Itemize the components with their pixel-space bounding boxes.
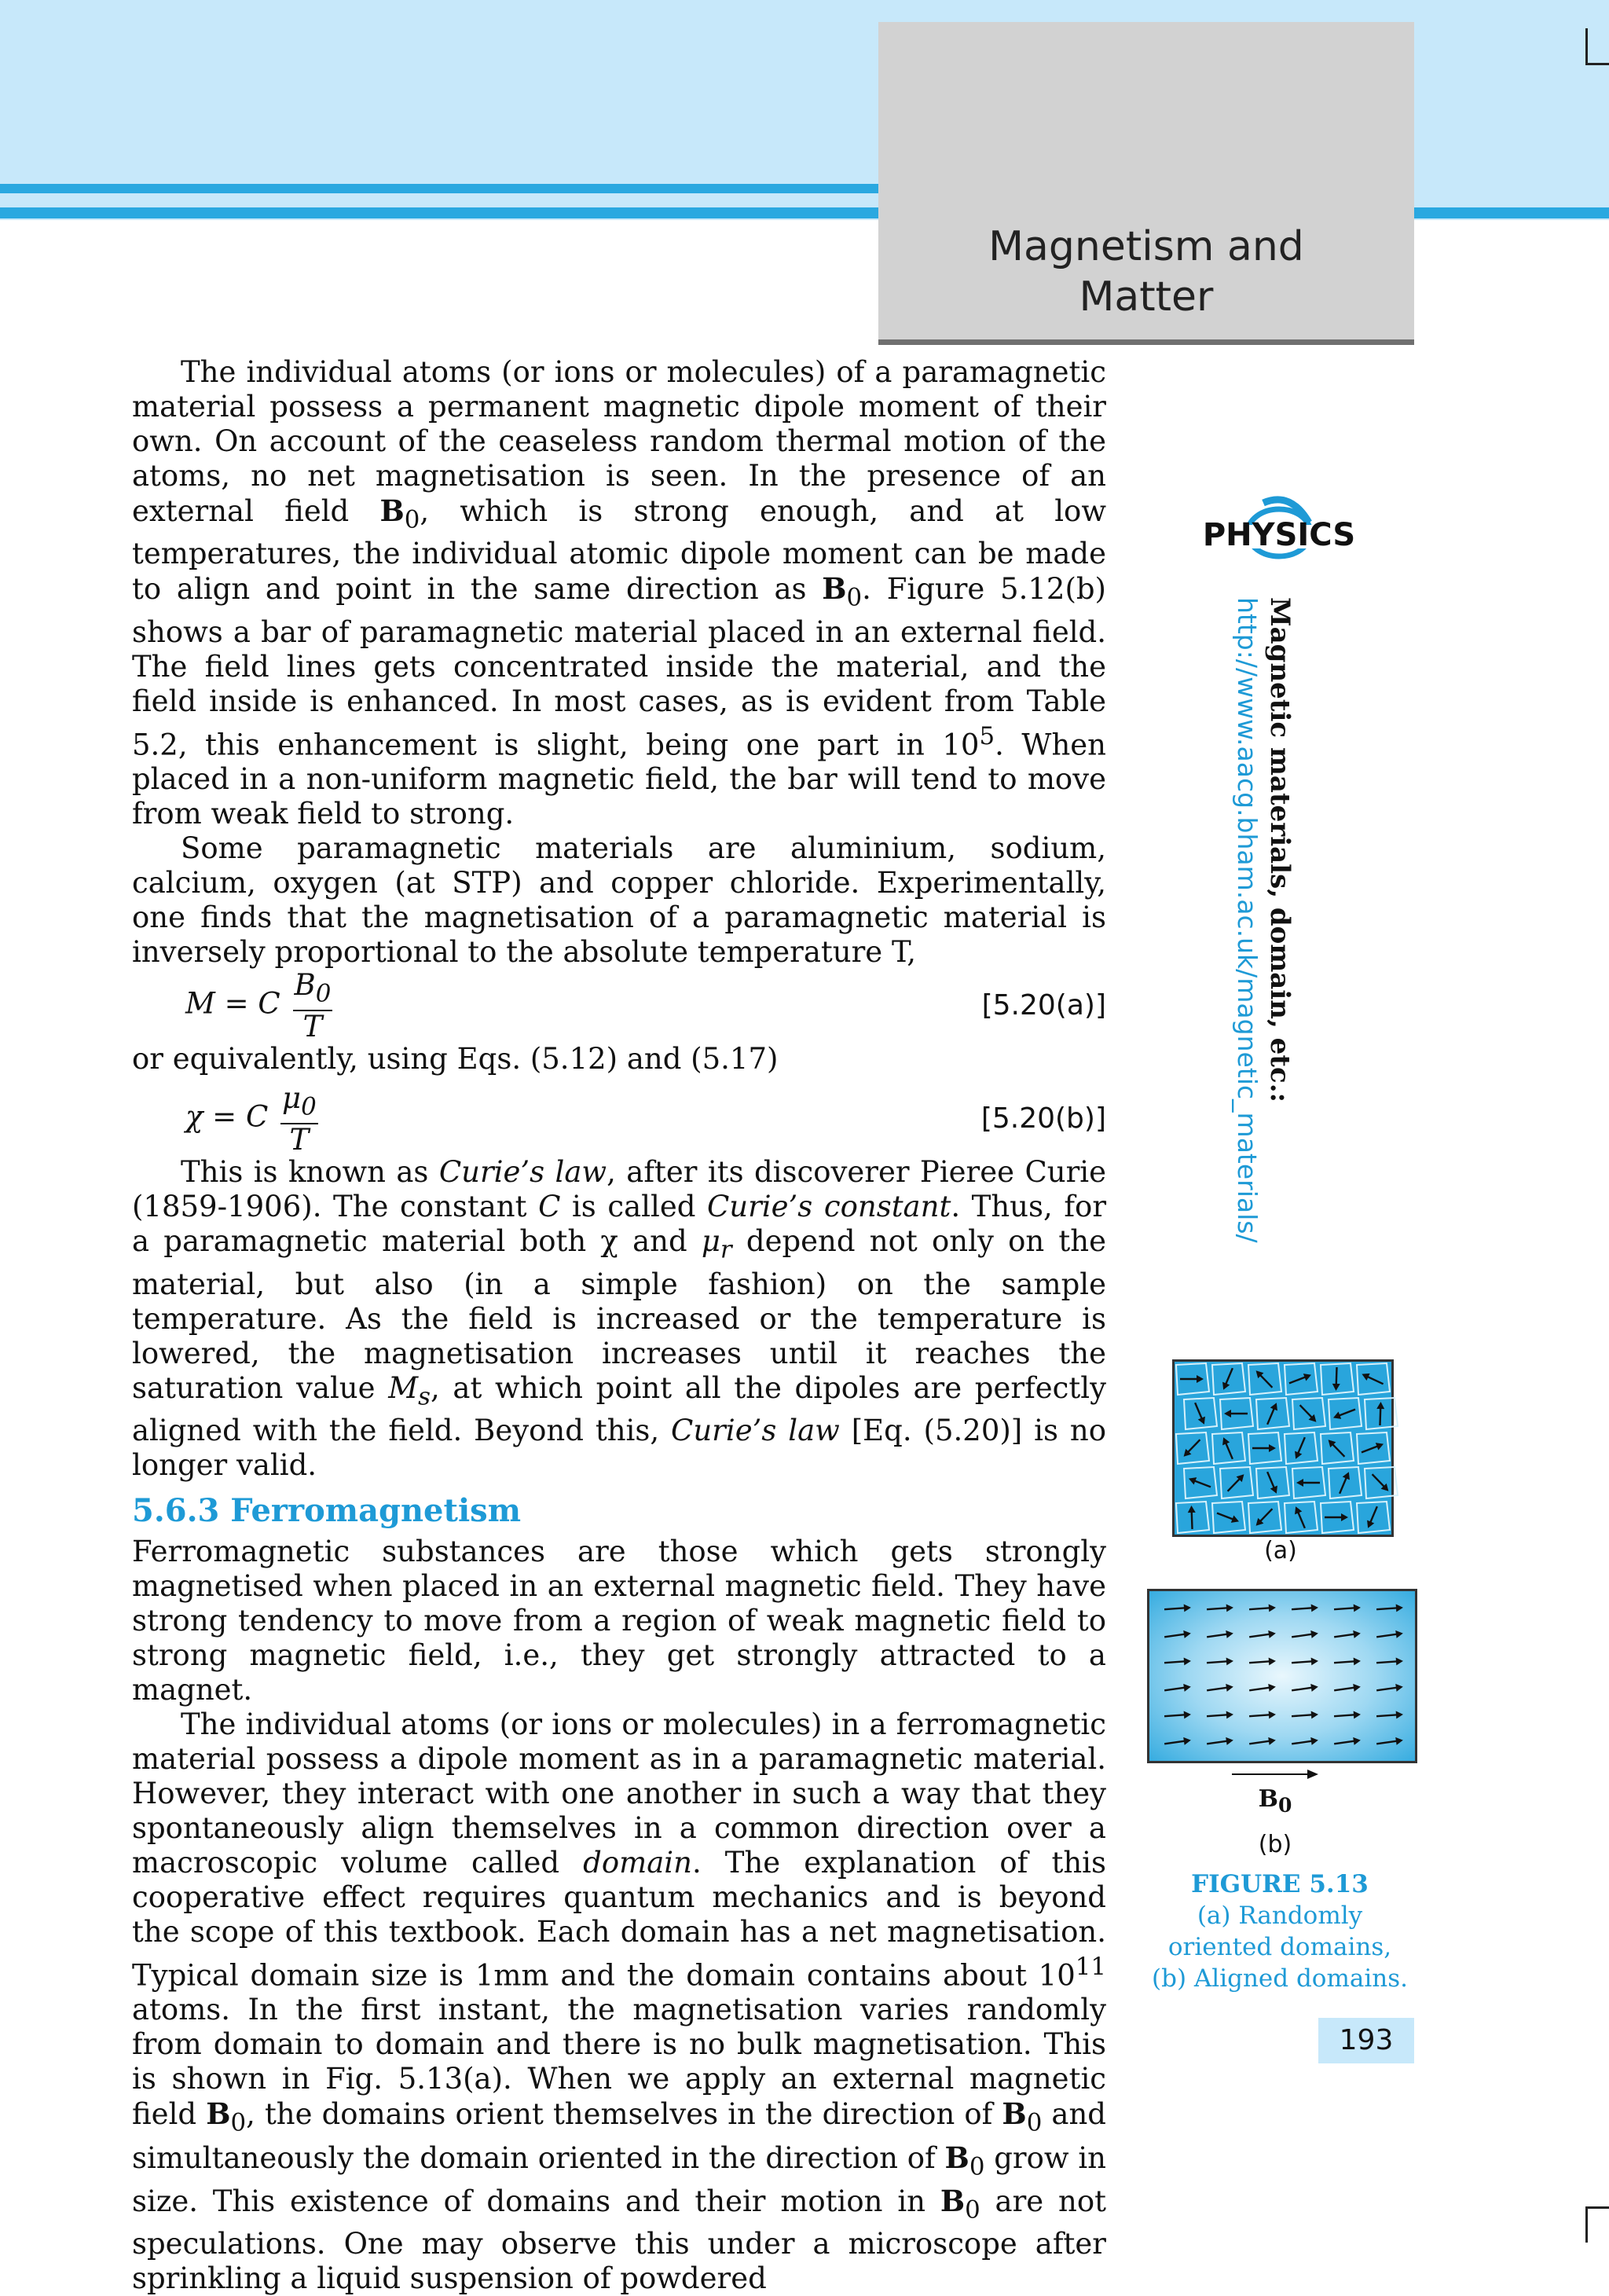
domain-arrow: [1248, 1683, 1276, 1695]
crop-mark: [1585, 28, 1588, 64]
domain-arrow: [1253, 1368, 1275, 1391]
equation-numerator: $B_0$: [293, 970, 333, 1010]
domain-arrow: [1207, 1711, 1234, 1720]
figure-label-b: (b): [1258, 1831, 1292, 1858]
domain-arrow: [1291, 1737, 1318, 1748]
equation-5-20b: [132, 1083, 1106, 1155]
domain-arrow: [1365, 1505, 1381, 1530]
domain-arrow: [1164, 1737, 1191, 1748]
domain-arrow: [1376, 1630, 1403, 1641]
equation-denominator: T: [289, 1122, 310, 1157]
equation-fraction: [280, 1083, 318, 1155]
figure-label-a: (a): [1264, 1537, 1297, 1564]
domain-arrow: [1207, 1604, 1234, 1613]
figure-aligned-domains: [1147, 1589, 1417, 1763]
domain-arrow: [1249, 1604, 1277, 1613]
figure-random-domains: [1172, 1359, 1394, 1537]
main-body: [132, 355, 1106, 2296]
page-number: 193: [1318, 2018, 1414, 2063]
domain-arrow: [1252, 1444, 1276, 1452]
crop-mark: [1585, 2206, 1609, 2209]
header-stripe: [0, 184, 880, 193]
domain-arrow: [1334, 1604, 1362, 1613]
domain-arrow: [1325, 1437, 1347, 1460]
domain-arrow: [1207, 1657, 1234, 1667]
domain-arrow: [1249, 1711, 1277, 1720]
paragraph-equivalently: or equivalently, using Eqs. (5.12) and (5.17): [132, 1042, 779, 1076]
figure-caption-line: (b) Aligned domains.: [1152, 1964, 1408, 1993]
domain-arrow: [1292, 1505, 1309, 1530]
paragraph-ferromagnetic-intro: Ferromagnetic substances are those which gets strongly magnetised when placed in an external magnetic field. They have strong tendency to move from a region of weak magnetic field to strong magnetic field, i.e., they get strongly attracted to a magnet.: [132, 1534, 1106, 1707]
logo-text: PHYSICS: [1202, 517, 1356, 553]
equation-lhs: χ = C: [185, 1099, 269, 1134]
domain-arrow: [1164, 1683, 1191, 1695]
domain-arrow: [1187, 1475, 1212, 1491]
sidebar-link-label: Magnetic materials, domain, etc.:: [1264, 597, 1296, 1103]
domain-arrow: [1376, 1711, 1404, 1720]
section-heading: 5.6.3 Ferromagnetism: [132, 1491, 522, 1529]
domain-arrow: [1264, 1401, 1281, 1426]
domain-arrow: [1334, 1657, 1362, 1667]
figure-caption-line: (a) Randomly: [1197, 1902, 1363, 1930]
domain-arrow: [1334, 1711, 1362, 1720]
domain-arrow: [1164, 1604, 1192, 1613]
domain-arrow: [1180, 1375, 1204, 1383]
paragraph-paramagnetic-examples: Some paramagnetic materials are aluminium, sodium, calcium, oxygen (at STP) and copper chloride. Experimentally, one finds that the magnetisation of a paramagnetic material is inversely proportional to the absolute temperature T,: [132, 831, 1106, 970]
random-domains-drawing: [1175, 1362, 1391, 1535]
equation-lhs: M = C: [185, 986, 280, 1021]
sidebar-resource: [1230, 597, 1296, 1243]
domain-arrow: [1336, 1470, 1353, 1495]
domain-arrow: [1215, 1509, 1241, 1525]
field-arrow-icon: [1232, 1766, 1318, 1782]
paragraph-curie-law: This is known as Curie’s law, after its discoverer Pieree Curie (1859-1906). The constant C is called Curie’s constant. Thus, for a paramagnetic material both χ and $\mu_r$ depend not only on the material, but also (in a simple fashion) on the sample temperature. As the field is increased or the temperature is lowered, the magnetisation increases until it reaches the saturation value $M_s$, at which point all the dipoles are perfectly aligned with the field. Beyond this, Curie’s law [Eq. (5.20)] is no longer valid.: [132, 1155, 1107, 1482]
domain-arrow: [1249, 1657, 1277, 1667]
sidebar-link-url[interactable]: http://www.aacg.bham.ac.uk/magnetic_materials/: [1232, 597, 1263, 1243]
domain-arrow: [1225, 1472, 1247, 1495]
domain-arrow: [1296, 1479, 1320, 1487]
domain-arrow: [1369, 1472, 1391, 1495]
figure-caption-line: oriented domains,: [1167, 1933, 1392, 1961]
domain-arrow: [1332, 1406, 1357, 1421]
domain-arrow: [1292, 1436, 1309, 1461]
domain-arrow: [1376, 1737, 1403, 1748]
domain-arrow: [1297, 1403, 1319, 1425]
domain-arrow: [1360, 1440, 1385, 1456]
domain-arrow: [1187, 1506, 1196, 1529]
domain-arrow: [1206, 1630, 1233, 1641]
equation-5-20a: [132, 970, 1106, 1042]
domain-arrow: [1264, 1470, 1281, 1495]
equation-number: [5.20(a)]: [981, 989, 1106, 1022]
domain-arrow: [1164, 1711, 1192, 1720]
domain-arrow: [1291, 1630, 1318, 1641]
figure-caption-title: FIGURE 5.13: [1191, 1870, 1369, 1898]
domain-arrow: [1206, 1737, 1233, 1748]
equation-denominator: T: [302, 1009, 323, 1043]
paragraph-paramagnetic-intro: The individual atoms (or ions or molecules) of a paramagnetic material possess a permanent magnetic dipole moment of their own. On account of the ceaseless random thermal motion of the atoms, no net magnetisation is seen. In the presence of an external field $B_0$, which is strong enough, and at low temperatures, the individual atomic dipole moment can be made to align and point in the same direction as $B_0$. Figure 5.12(b) shows a bar of paramagnetic material placed in an external field. The field lines gets concentrated inside the material, and the field inside is enhanced. In most cases, as is evident from Table 5.2, this enhancement is slight, being one part in $10^5$. When placed in a non-uniform magnetic field, the bar will tend to move from weak field to strong.: [132, 355, 1106, 831]
domain-arrow: [1192, 1401, 1208, 1426]
domain-arrow: [1292, 1711, 1319, 1720]
domain-arrow: [1224, 1410, 1248, 1418]
domain-arrow: [1253, 1506, 1275, 1529]
domain-arrow: [1333, 1630, 1361, 1641]
domain-arrow: [1164, 1630, 1191, 1641]
domain-arrow: [1181, 1437, 1203, 1460]
domain-arrow: [1332, 1367, 1340, 1391]
crop-mark: [1585, 2206, 1588, 2243]
paragraph-ferromagnetic-domains: The individual atoms (or ions or molecules) in a ferromagnetic material possess a dipole moment as in a paramagnetic material. However, they interact with one another in such a way that they spontaneously align themselves in a common direction over a macroscopic volume called domain. The explanation of this cooperative effect requires quantum mechanics and is beyond the scope of this textbook. Each domain has a net magnetisation. Typical domain size is 1mm and the domain contains about $10^{11}$ atoms. In the first instant, the magnetisation varies randomly from domain to domain and there is no bulk magnetisation. This is shown in Fig. 5.13(a). When we apply an external magnetic field $B_0$, the domains orient themselves in the direction of $B_0$ and simultaneously the domain oriented in the direction of $B_0$ grow in size. This existence of domains and their motion in $B_0$ are not speculations. One may observe this under a microscope after sprinkling a liquid suspension of powdered: [132, 1707, 1106, 2296]
figure-caption: [1138, 1869, 1422, 1994]
domain-arrow: [1248, 1737, 1276, 1748]
domain-arrow: [1333, 1683, 1361, 1695]
domain-arrow: [1220, 1366, 1237, 1392]
domain-arrow: [1376, 1683, 1403, 1695]
crop-mark: [1585, 63, 1609, 65]
equation-number: [5.20(b)]: [980, 1102, 1106, 1135]
domain-arrow: [1376, 1604, 1404, 1613]
domain-arrow: [1288, 1371, 1313, 1387]
equation-fraction: [293, 970, 333, 1042]
domain-arrow: [1376, 1657, 1404, 1667]
domain-arrow: [1220, 1436, 1237, 1461]
domain-arrow: [1248, 1630, 1276, 1641]
domain-arrow: [1206, 1683, 1233, 1695]
chapter-title: Magnetism and Matter: [988, 223, 1304, 321]
domain-arrow: [1360, 1370, 1384, 1388]
domain-arrow: [1292, 1657, 1319, 1667]
domain-arrow: [1164, 1657, 1192, 1667]
domain-arrow: [1333, 1737, 1361, 1748]
domain-arrow: [1325, 1513, 1348, 1521]
domain-arrow: [1291, 1683, 1318, 1695]
aligned-domains-drawing: [1149, 1591, 1415, 1761]
field-label: $B_0$: [1258, 1785, 1292, 1817]
physics-logo: [1202, 487, 1356, 574]
domain-arrow: [1292, 1604, 1319, 1613]
equation-numerator: $\mu_0$: [280, 1083, 318, 1124]
domain-arrow: [1376, 1402, 1384, 1425]
